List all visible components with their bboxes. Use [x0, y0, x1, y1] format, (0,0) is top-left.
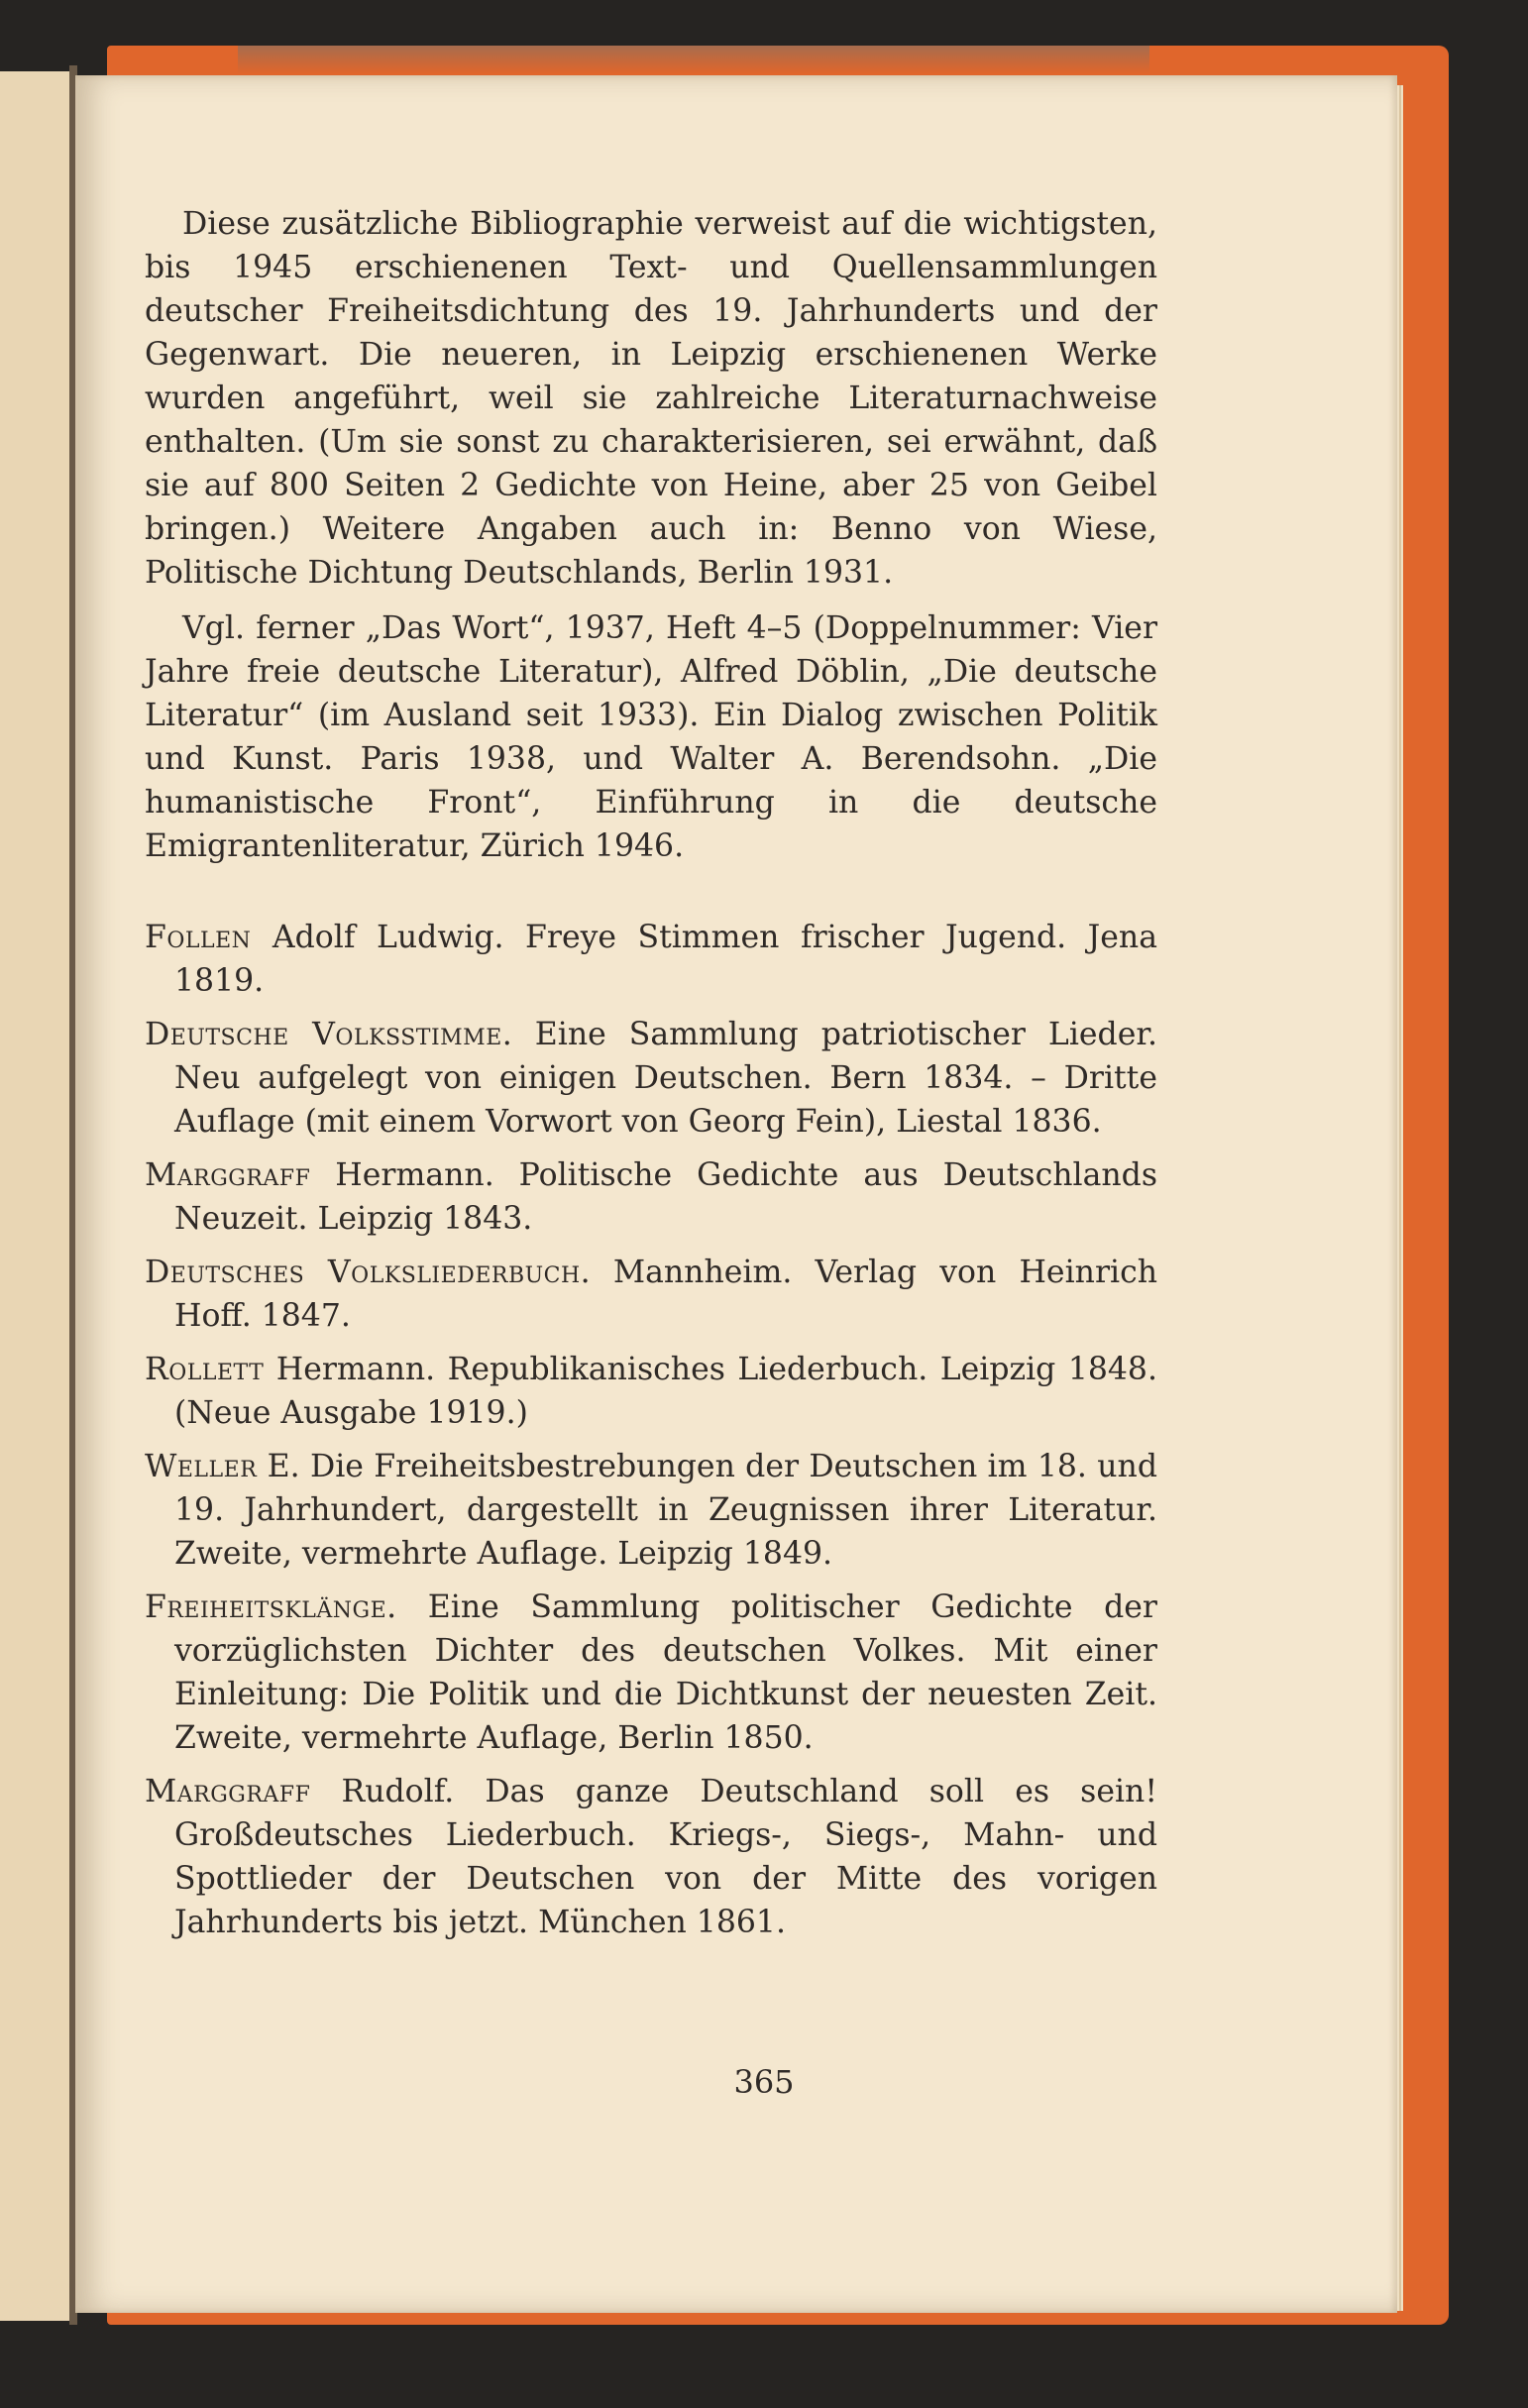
entry-heading: Freiheitsklänge — [145, 1589, 387, 1625]
bibliography-entry — [145, 1770, 1157, 1944]
bibliography-entry — [145, 1445, 1157, 1576]
bibliography-entry — [145, 1153, 1157, 1241]
bibliography-list — [145, 916, 1157, 1944]
bibliography-entry — [145, 1013, 1157, 1144]
left-page-edge — [0, 71, 77, 2321]
bibliography-entry — [145, 1586, 1157, 1760]
bibliography-entry — [145, 1251, 1157, 1338]
entry-text: Hermann. Politische Gedichte aus Deutschlands Neuzeit. Leipzig 1843. — [174, 1157, 1157, 1237]
entry-heading: Rollett — [145, 1352, 265, 1387]
entry-text: . Mannheim. Verlag von Heinrich Hoff. 1847. — [174, 1255, 1158, 1334]
entry-heading: Marggraff — [145, 1774, 311, 1809]
cover-wear — [238, 46, 1149, 73]
entry-text: . Eine Sammlung politischer Gedichte der vorzüglichsten Dichter des deutschen Volkes. Mit einer Einleitung: Die Politik und die Dichtkunst der neuesten Zeit. Zweite, vermehrte Auflage, Berlin 1850. — [174, 1589, 1157, 1756]
page-text — [145, 202, 1157, 1954]
intro-paragraph-2: Vgl. ferner „Das Wort“, 1937, Heft 4–5 (Doppelnummer: Vier Jahre freie deutsche Literatur), Alfred Döblin, „Die deutsche Literatur“ (im Ausland seit 1933). Ein Dialog zwischen Politik und Kunst. Paris 1938, und Walter A. Berendsohn. „Die humanistische Front“, Einführung in die deutsche Emigrantenliteratur, Zürich 1946. — [145, 610, 1157, 864]
entry-text: E. Die Freiheitsbestrebungen der Deutschen im 18. und 19. Jahrhundert, dargestellt in Zeugnissen ihrer Literatur. Zweite, vermehrte Auflage. Leipzig 1849. — [174, 1449, 1157, 1572]
entry-text: Adolf Ludwig. Freye Stimmen frischer Jugend. Jena 1819. — [174, 920, 1157, 999]
entry-heading: Weller — [145, 1449, 258, 1484]
entry-text: Hermann. Republikanisches Liederbuch. Leipzig 1848. (Neue Ausgabe 1919.) — [174, 1352, 1157, 1431]
intro-paragraph-1: Diese zusätzliche Bibliographie verweist auf die wichtigsten, bis 1945 erschienenen Text- und Quellensammlungen deutscher Freiheitsdichtung des 19. Jahrhunderts und der Gegenwart. Die neueren, in Leipzig erschienenen Werke wurden angeführt, weil sie zahlreiche Literaturnachweise enthalten. (Um sie sonst zu charakterisieren, sei erwähnt, daß sie auf 800 Seiten 2 Gedichte von Heine, aber 25 von Geibel bringen.) Weitere Angaben auch in: Benno von Wiese, Politische Dichtung Deutschlands, Berlin 1931. — [145, 206, 1157, 591]
entry-heading: Follen — [145, 920, 252, 955]
entry-heading: Marggraff — [145, 1157, 311, 1193]
entry-text: . Eine Sammlung patriotischer Lieder. Neu aufgelegt von einigen Deutschen. Bern 1834. – Dritte Auflage (mit einem Vorwort von Georg Fein), Liestal 1836. — [174, 1017, 1157, 1140]
bibliography-entry — [145, 1348, 1157, 1435]
entry-text: Rudolf. Das ganze Deutschland soll es sein! Großdeutsches Liederbuch. Kriegs-, Siegs-, Mahn- und Spottlieder der Deutschen von der Mitte des vorigen Jahrhunderts bis jetzt. München 1861. — [174, 1774, 1157, 1940]
entry-heading: Deutsches Volksliederbuch — [145, 1255, 581, 1290]
bibliography-entry — [145, 916, 1157, 1003]
entry-heading: Deutsche Volksstimme — [145, 1017, 502, 1052]
page-number: 365 — [733, 2063, 795, 2101]
